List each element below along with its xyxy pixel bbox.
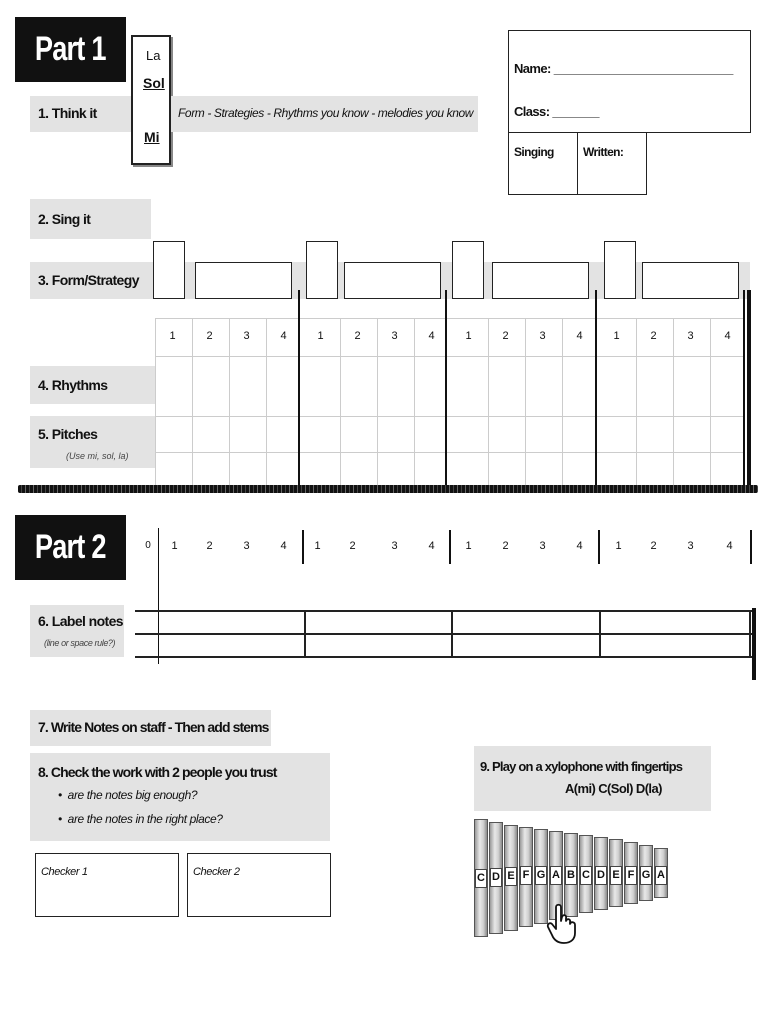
class-field[interactable]: Class: _______ [514,104,599,119]
singing-label: Singing [514,145,554,159]
xylo-key-1: C [475,869,487,888]
grid-beat-5: 1 [317,330,324,342]
grid-beat-9: 1 [465,330,472,342]
grid-beat-14: 2 [650,330,657,342]
form-box-small-1[interactable] [153,241,185,299]
step9-sub: A(mi) C(Sol) D(la) [565,781,662,796]
checker2-box[interactable] [187,853,331,917]
form-box-small-4[interactable] [604,241,636,299]
barline-p1-final-thick [747,290,751,486]
xylo-key-5: G [535,866,547,885]
step9-box [474,746,711,811]
step8-bullet-2: • are the notes in the right place? [58,812,223,826]
part1-title [15,17,126,82]
grid-beat-8: 4 [428,330,435,342]
step4-label: 4. Rhythms [38,377,108,393]
checker1-box[interactable] [35,853,179,917]
step3-label: 3. Form/Strategy [38,272,139,288]
pitch-mi: Mi [144,129,160,145]
step8-bullet-1: • are the notes big enough? [58,788,198,802]
barline-p1-final-thin [743,290,745,486]
count-beat-1: 1 [171,540,178,552]
step6-label: 6. Label notes [38,613,123,629]
step8-bullet-2-text: are the notes in the right place? [67,812,223,826]
count-beat-5: 1 [314,540,321,552]
grid-beat-13: 1 [613,330,620,342]
step1-hint: Form - Strategies - Rhythms you know - melodies you know [178,106,474,120]
part2-title [15,515,126,580]
xylo-key-2: D [490,868,502,887]
step1-label: 1. Think it [38,105,97,121]
xylo-key-10: E [610,866,622,885]
grid-beat-1: 1 [169,330,176,342]
grid-beat-3: 3 [243,330,250,342]
grid-beat-6: 2 [354,330,361,342]
step8-label: 8. Check the work with 2 people you trust [38,764,277,780]
form-box-small-3[interactable] [452,241,484,299]
count-beat-11: 3 [539,540,546,552]
barline-p1-2 [445,290,447,486]
count-beat-12: 4 [576,540,583,552]
xylo-key-13: A [655,866,667,885]
count-zero: 0 [145,540,151,551]
step8-bullet-1-text: are the notes big enough? [67,788,198,802]
count-bar-3 [598,530,600,564]
grid-beat-15: 3 [687,330,694,342]
grid-beat-4: 4 [280,330,287,342]
grid-beat-11: 3 [539,330,546,342]
step5-hint: (Use mi, sol, la) [66,451,129,461]
step7-label: 7. Write Notes on staff - Then add stems [38,719,269,735]
step2-label: 2. Sing it [38,211,91,227]
step5-label: 5. Pitches [38,426,98,442]
step9-label: 9. Play on a xylophone with fingertips [480,759,683,774]
grid-beat-16: 4 [724,330,731,342]
grid-beat-7: 3 [391,330,398,342]
grid-beat-12: 4 [576,330,583,342]
barline-p1-1 [298,290,300,486]
count-beat-3: 3 [243,540,250,552]
form-box-wide-4[interactable] [642,262,739,299]
xylo-key-7: B [565,866,577,885]
pitch-ladder [131,35,171,165]
step6-hint: (line or space rule?) [44,638,116,648]
pitch-la: La [146,48,161,63]
grid-beat-2: 2 [206,330,213,342]
checker2-label: Checker 2 [193,866,240,878]
staff-final-bar [752,608,756,680]
count-beat-13: 1 [615,540,622,552]
count-bar-4 [750,530,752,564]
section-divider [18,485,758,493]
xylophone[interactable] [474,815,679,945]
form-box-wide-2[interactable] [344,262,441,299]
pitch-sol: Sol [143,75,165,91]
checker1-label: Checker 1 [41,866,88,878]
part2-title-text: Part 2 [35,528,106,566]
count-beat-16: 4 [726,540,733,552]
written-label: Written: [583,145,624,159]
count-bar-1 [302,530,304,564]
count-bar-2 [449,530,451,564]
xylo-key-11: F [625,866,637,885]
singing-box[interactable] [508,132,578,195]
beat-grid [155,318,745,486]
written-box[interactable] [577,132,647,195]
count-beat-10: 2 [502,540,509,552]
xylo-key-4: F [520,866,532,885]
count-beat-15: 3 [687,540,694,552]
barline-p1-3 [595,290,597,486]
grid-beat-10: 2 [502,330,509,342]
part1-title-text: Part 1 [35,30,106,68]
form-box-wide-1[interactable] [195,262,292,299]
staff[interactable] [135,610,753,658]
xylo-key-8: C [580,866,592,885]
xylo-key-3: E [505,867,517,886]
count-beat-7: 3 [391,540,398,552]
pointing-hand-icon [546,903,582,945]
name-field[interactable]: Name: ___________________________ [514,61,733,76]
count-beat-9: 1 [465,540,472,552]
xylo-key-9: D [595,866,607,885]
count-beat-2: 2 [206,540,213,552]
form-box-small-2[interactable] [306,241,338,299]
count-beat-6: 2 [349,540,356,552]
xylo-key-12: G [640,866,652,885]
form-box-wide-3[interactable] [492,262,589,299]
xylo-key-6: A [550,866,562,885]
count-beat-14: 2 [650,540,657,552]
count-beat-8: 4 [428,540,435,552]
name-box [508,30,751,133]
count-beat-4: 4 [280,540,287,552]
